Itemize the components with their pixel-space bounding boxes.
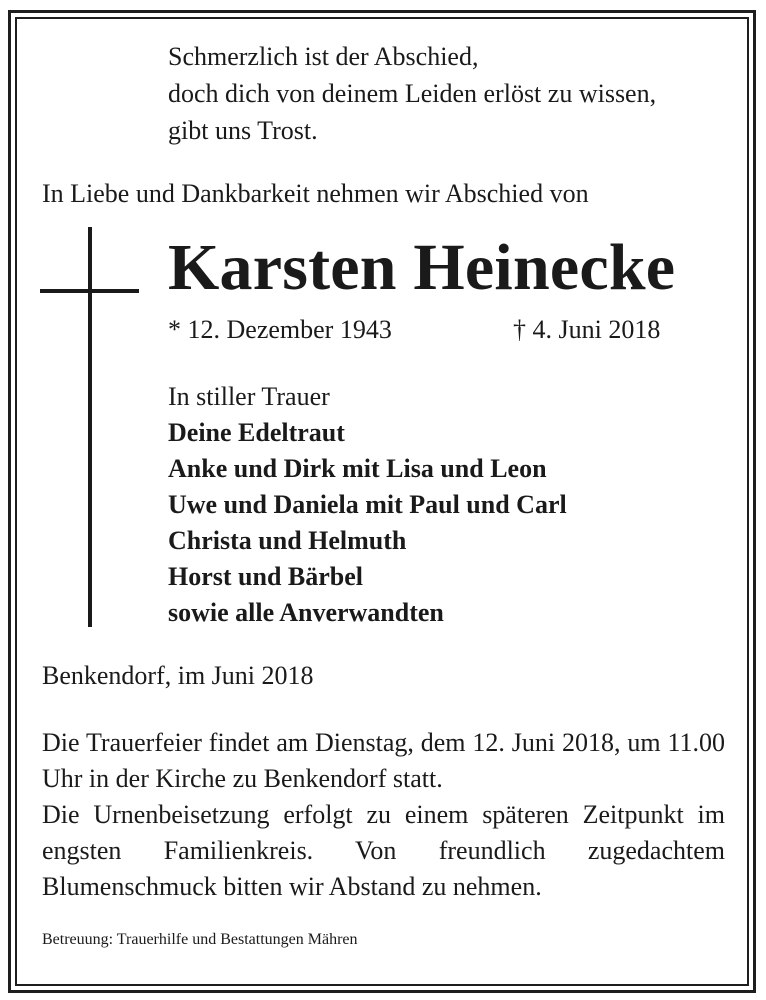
urn-burial-paragraph: Die Urnenbeisetzung erfolgt zu einem späteren Zeitpunkt im engsten Familienkreis. Von freundlich zugedachtem Blumenschmuck bitten wir Abstand zu nehmen. <box>42 800 725 901</box>
verse-line: doch dich von deinem Leiden erlöst zu wissen, <box>168 79 657 108</box>
mourner-entry: sowie alle Anverwandten <box>168 598 444 627</box>
mourner-entry: Deine Edeltraut <box>168 418 345 447</box>
mourners-heading: In stiller Trauer <box>168 382 330 411</box>
place-and-date: Benkendorf, im Juni 2018 <box>42 661 314 690</box>
verse-line: Schmerzlich ist der Abschied, <box>168 42 479 71</box>
mourner-entry: Anke und Dirk mit Lisa und Leon <box>168 454 547 483</box>
verse-line: gibt uns Trost. <box>168 116 318 145</box>
consolation-verse <box>168 38 656 149</box>
cross-vertical-bar <box>88 227 92 627</box>
death-date: † 4. Juni 2018 <box>513 315 661 344</box>
mourner-entry: Horst und Bärbel <box>168 562 364 591</box>
funeral-home-credit: Betreuung: Trauerhilfe und Bestattungen Mähren <box>42 931 358 948</box>
deceased-name: Karsten Heinecke <box>168 231 676 304</box>
funeral-service-paragraph: Die Trauerfeier findet am Dienstag, dem 12. Juni 2018, um 11.00 Uhr in der Kirche zu Benkendorf statt. <box>42 728 725 793</box>
mourner-entry: Christa und Helmuth <box>168 526 407 555</box>
birth-date: * 12. Dezember 1943 <box>168 315 392 344</box>
farewell-intro: In Liebe und Dankbarkeit nehmen wir Abschied von <box>42 179 589 208</box>
mourners-list <box>168 379 567 631</box>
funeral-notice <box>42 725 725 905</box>
cross-horizontal-bar <box>40 289 139 293</box>
mourner-entry: Uwe und Daniela mit Paul und Carl <box>168 490 567 519</box>
